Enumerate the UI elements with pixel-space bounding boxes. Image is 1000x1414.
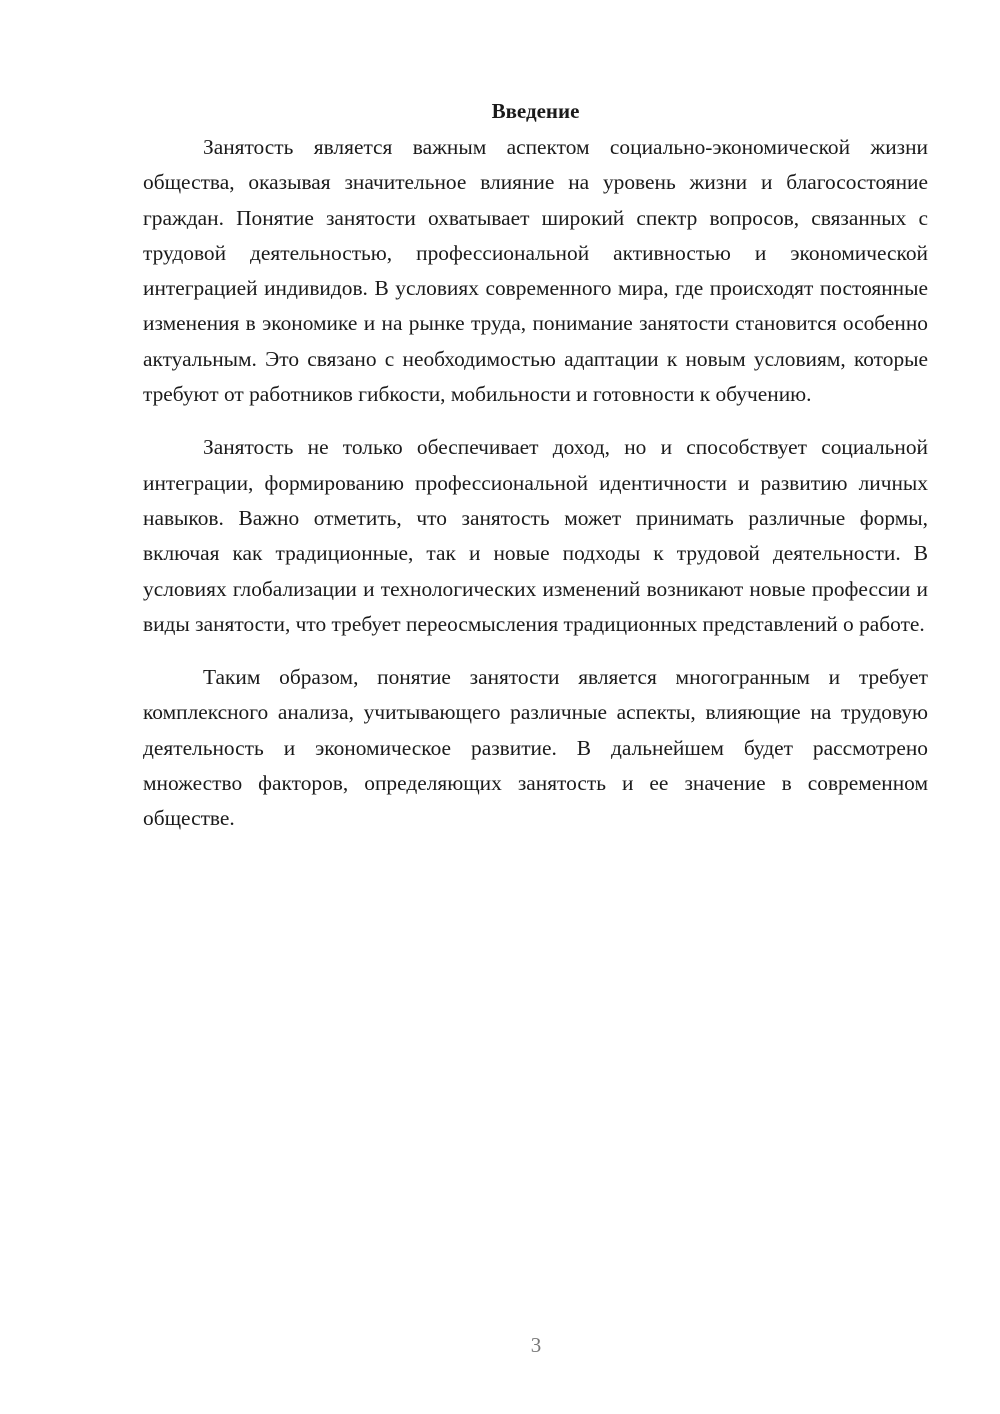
section-heading: Введение xyxy=(491,99,580,123)
paragraph-3: Таким образом, понятие занятости является многогранным и требует комплексного анализа, учитывающего различные аспекты, влияющие на трудовую деятельность и экономическое развитие. В дальнейшем будет рассмотрено множество факторов, определяющих занятость и ее значение в современном обществе. xyxy=(143,665,928,831)
page-number: 3 xyxy=(530,1333,542,1357)
paragraph-2: Занятость не только обеспечивает доход, но и способствует социальной интеграции, формированию профессиональной идентичности и развитию личных навыков. Важно отметить, что занятость может принимать различные формы, включая как традиционные, так и новые подходы к трудовой деятельности. В условиях глобализации и технологических изменений возникают новые профессии и виды занятости, что требует переосмысления традиционных представлений о работе. xyxy=(143,435,928,636)
page-body xyxy=(143,96,928,837)
paragraph-1: Занятость является важным аспектом социально-экономической жизни общества, оказывая значительное влияние на уровень жизни и благосостояние граждан. Понятие занятости охватывает широкий спектр вопросов, связанных с трудовой деятельностью, профессиональной активностью и экономической интеграцией индивидов. В условиях современного мира, где происходят постоянные изменения в экономике и на рынке труда, понимание занятости становится особенно актуальным. Это связано с необходимостью адаптации к новым условиям, которые требуют от работников гибкости, мобильности и готовности к обучению. xyxy=(143,135,928,407)
